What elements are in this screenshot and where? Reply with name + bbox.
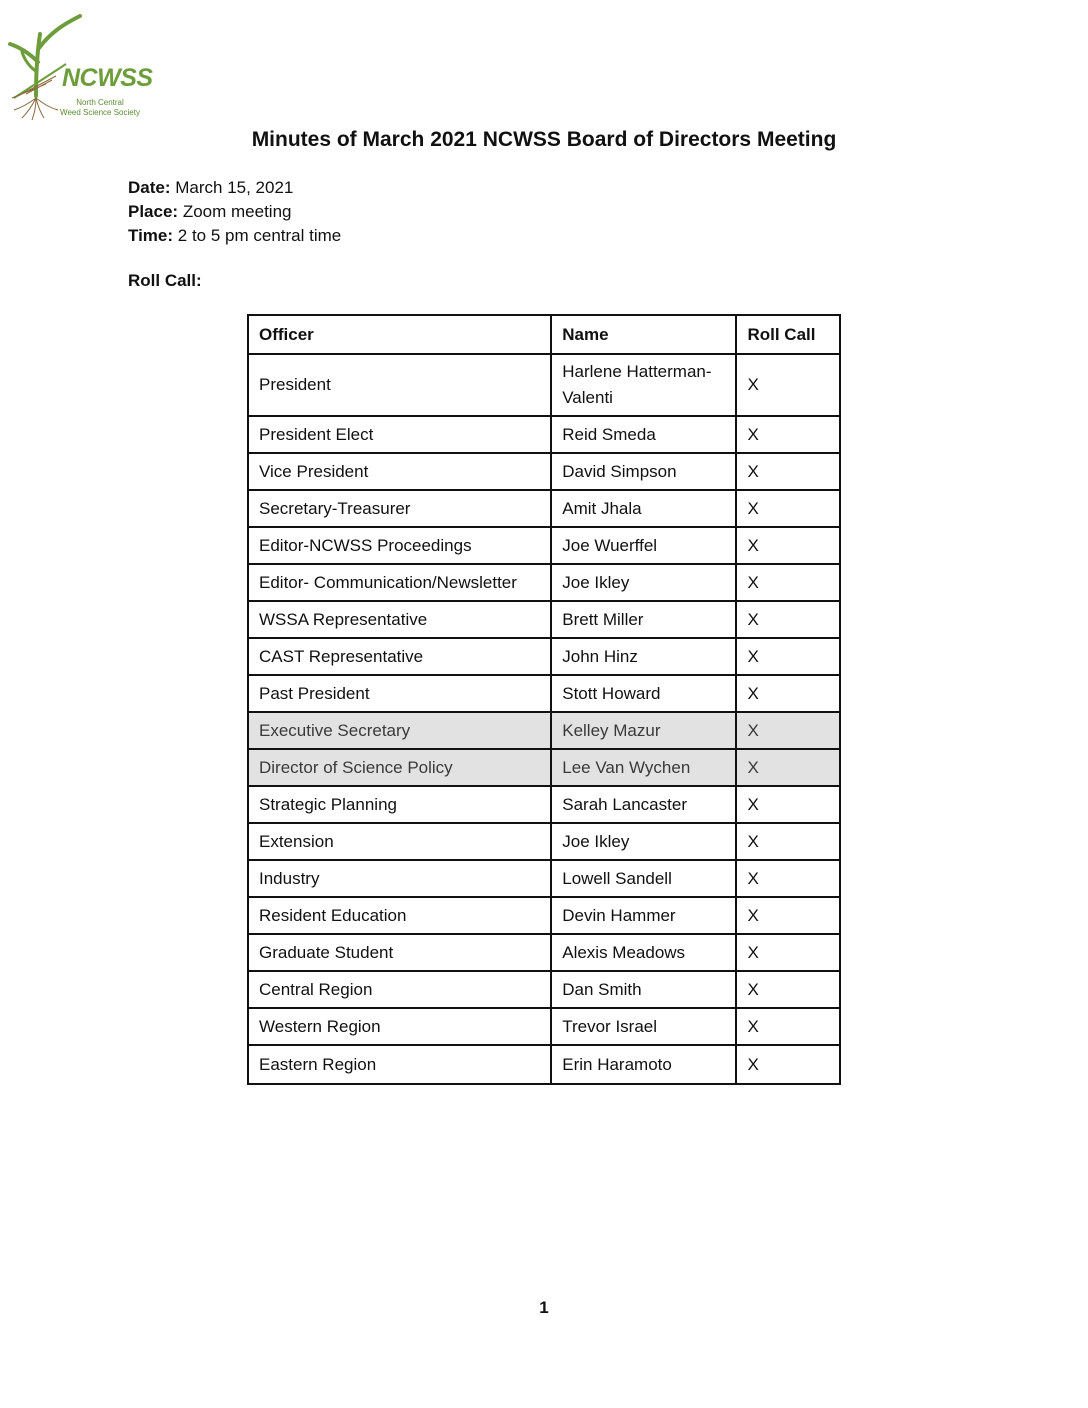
roll-cell: X: [736, 786, 840, 823]
header-name: Name: [551, 315, 736, 354]
officer-cell: Graduate Student: [248, 934, 551, 971]
roll-cell: X: [736, 934, 840, 971]
table-row: [248, 971, 840, 1008]
name-cell: Sarah Lancaster: [551, 786, 736, 823]
roll-cell: X: [736, 823, 840, 860]
roll-cell: X: [736, 638, 840, 675]
roll-call-heading: Roll Call:: [128, 271, 202, 290]
date-value: March 15, 2021: [170, 178, 294, 197]
roll-cell: X: [736, 860, 840, 897]
officer-cell: Secretary-Treasurer: [248, 490, 551, 527]
officer-cell: President Elect: [248, 416, 551, 453]
officer-cell: Vice President: [248, 453, 551, 490]
officer-cell: President: [248, 354, 551, 416]
table-row: [248, 601, 840, 638]
page-number: 1: [539, 1298, 549, 1317]
roll-cell: X: [736, 971, 840, 1008]
table-row: [248, 416, 840, 453]
table-row: [248, 638, 840, 675]
time-label: Time:: [128, 226, 174, 245]
officer-cell: Central Region: [248, 971, 551, 1008]
name-cell: Lee Van Wychen: [551, 749, 736, 786]
officer-cell: Industry: [248, 860, 551, 897]
meeting-details: [128, 176, 341, 248]
name-cell: Amit Jhala: [551, 490, 736, 527]
officer-cell: Executive Secretary: [248, 712, 551, 749]
table-row: [248, 786, 840, 823]
officer-cell: Western Region: [248, 1008, 551, 1045]
name-cell: Trevor Israel: [551, 1008, 736, 1045]
table-row: [248, 712, 840, 749]
name-cell: Kelley Mazur: [551, 712, 736, 749]
name-cell: Lowell Sandell: [551, 860, 736, 897]
roll-cell: X: [736, 1045, 840, 1084]
roll-cell: X: [736, 416, 840, 453]
roll-call-table: [247, 314, 841, 1085]
roll-cell: X: [736, 712, 840, 749]
officer-cell: Editor-NCWSS Proceedings: [248, 527, 551, 564]
place-value: Zoom meeting: [178, 202, 292, 221]
table-row: [248, 564, 840, 601]
name-cell: David Simpson: [551, 453, 736, 490]
table-row: [248, 749, 840, 786]
name-cell: John Hinz: [551, 638, 736, 675]
table-row: [248, 354, 840, 416]
officer-cell: Strategic Planning: [248, 786, 551, 823]
officer-cell: Eastern Region: [248, 1045, 551, 1084]
name-cell: Alexis Meadows: [551, 934, 736, 971]
officer-cell: WSSA Representative: [248, 601, 551, 638]
name-cell: Stott Howard: [551, 675, 736, 712]
name-cell: Erin Haramoto: [551, 1045, 736, 1084]
roll-cell: X: [736, 1008, 840, 1045]
logo-wordmark: NCWSS: [62, 64, 153, 92]
roll-cell: X: [736, 490, 840, 527]
table-row: [248, 823, 840, 860]
roll-cell: X: [736, 675, 840, 712]
ncwss-logo: [6, 14, 153, 122]
date-label: Date:: [128, 178, 171, 197]
officer-cell: Resident Education: [248, 897, 551, 934]
name-cell: Joe Ikley: [551, 564, 736, 601]
header-roll-call: Roll Call: [736, 315, 840, 354]
table-row: [248, 1008, 840, 1045]
table-row: [248, 490, 840, 527]
logo-subtitle-line1: North Central: [76, 98, 124, 107]
name-cell: Joe Wuerffel: [551, 527, 736, 564]
name-cell: Brett Miller: [551, 601, 736, 638]
officer-cell: CAST Representative: [248, 638, 551, 675]
roll-cell: X: [736, 453, 840, 490]
time-value: 2 to 5 pm central time: [173, 226, 342, 245]
name-cell: Harlene Hatterman-Valenti: [551, 354, 736, 416]
table-header-row: [248, 315, 840, 354]
table-row: [248, 934, 840, 971]
header-officer: Officer: [248, 315, 551, 354]
name-cell: Dan Smith: [551, 971, 736, 1008]
logo-subtitle-line2: Weed Science Society: [60, 108, 140, 117]
roll-cell: X: [736, 897, 840, 934]
table-row: [248, 453, 840, 490]
roll-cell: X: [736, 354, 840, 416]
name-cell: Reid Smeda: [551, 416, 736, 453]
roll-cell: X: [736, 527, 840, 564]
officer-cell: Editor- Communication/Newsletter: [248, 564, 551, 601]
officer-cell: Extension: [248, 823, 551, 860]
officer-cell: Director of Science Policy: [248, 749, 551, 786]
table-row: [248, 527, 840, 564]
officer-cell: Past President: [248, 675, 551, 712]
table-row: [248, 675, 840, 712]
logo-subtitle: [56, 98, 144, 118]
roll-cell: X: [736, 564, 840, 601]
table-row: [248, 860, 840, 897]
name-cell: Joe Ikley: [551, 823, 736, 860]
roll-cell: X: [736, 601, 840, 638]
date-line: [128, 176, 341, 200]
place-label: Place:: [128, 202, 179, 221]
document-title: Minutes of March 2021 NCWSS Board of Directors Meeting: [251, 128, 837, 151]
name-cell: Devin Hammer: [551, 897, 736, 934]
time-line: [128, 224, 341, 248]
roll-cell: X: [736, 749, 840, 786]
place-line: [128, 200, 341, 224]
table-row: [248, 1045, 840, 1084]
table-row: [248, 897, 840, 934]
